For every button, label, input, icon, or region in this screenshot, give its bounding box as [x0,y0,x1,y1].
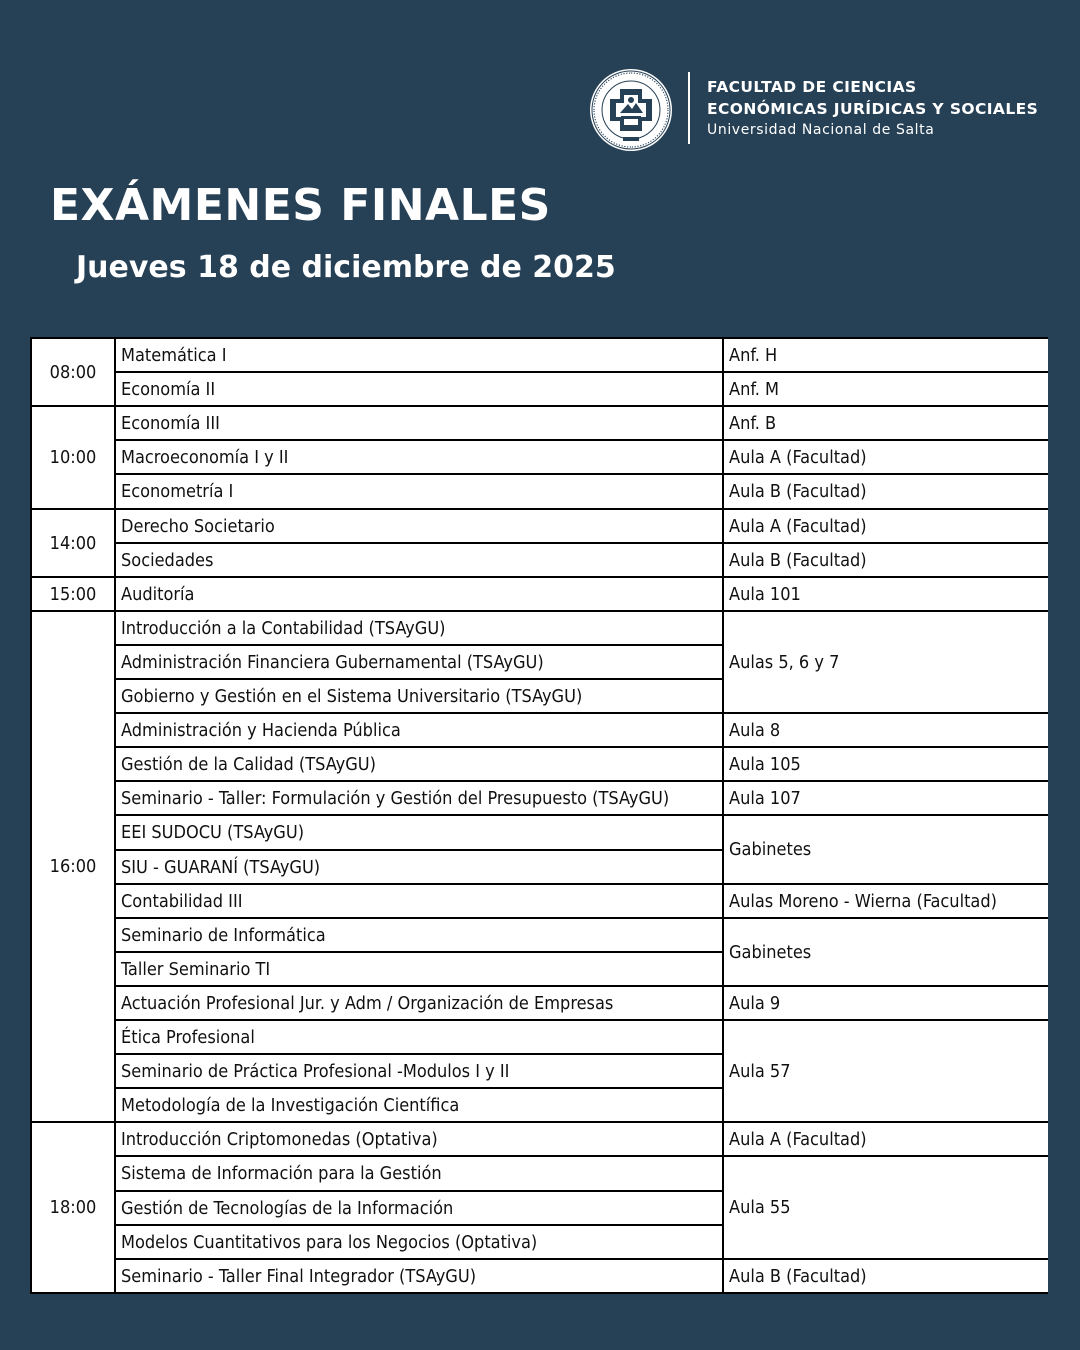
subject-cell: Seminario - Taller Final Integrador (TSAyGU) [116,1260,724,1294]
subject-cell: Macroeconomía I y II [116,441,724,475]
subject-cell: Econometría I [116,475,724,510]
room-cell: Aula B (Facultad) [724,1260,1048,1294]
time-slot-cell: 08:00 [30,339,116,407]
subject-cell: Taller Seminario TI [116,953,724,987]
time-slot-cell: 15:00 [30,578,116,612]
faculty-name-line2: ECONÓMICAS JURÍDICAS Y SOCIALES [707,100,1039,118]
subject-cell: Seminario de Informática [116,919,724,953]
room-cell: Aula B (Facultad) [724,544,1048,578]
time-slot-cell: 14:00 [30,510,116,578]
room-cell: Aula 9 [724,987,1048,1021]
subject-cell: Introducción Criptomonedas (Optativa) [116,1123,724,1157]
room-cell: Anf. B [724,407,1048,441]
time-slot-cell: 16:00 [30,612,116,1123]
subject-cell: Seminario - Taller: Formulación y Gestión del Presupuesto (TSAyGU) [116,782,724,816]
faculty-name-line1: FACULTAD DE CIENCIAS [707,78,917,96]
room-cell: Gabinetes [724,919,1048,987]
exam-date: Jueves 18 de diciembre de 2025 [76,250,616,285]
header-divider [688,72,690,144]
subject-cell: Metodología de la Investigación Científica [116,1089,724,1123]
room-cell: Aula 8 [724,714,1048,748]
page-title: EXÁMENES FINALES [50,180,551,231]
room-cell: Aula A (Facultad) [724,441,1048,475]
subject-cell: Modelos Cuantitativos para los Negocios (Optativa) [116,1226,724,1260]
faculty-block [707,76,1038,140]
subject-cell: Administración y Hacienda Pública [116,714,724,748]
room-cell: Anf. H [724,339,1048,373]
room-cell: Gabinetes [724,816,1048,885]
subject-cell: Seminario de Práctica Profesional -Modulos I y II [116,1055,724,1089]
subject-cell: Gestión de Tecnologías de la Información [116,1192,724,1226]
room-cell: Aula B (Facultad) [724,475,1048,510]
subject-cell: Sistema de Información para la Gestión [116,1157,724,1192]
room-cell: Aula 101 [724,578,1048,612]
subject-cell: Administración Financiera Gubernamental (TSAyGU) [116,646,724,680]
subject-cell: Actuación Profesional Jur. y Adm / Organización de Empresas [116,987,724,1021]
time-slot-cell: 18:00 [30,1123,116,1294]
subject-cell: SIU - GUARANÍ (TSAyGU) [116,851,724,885]
room-cell: Aula 105 [724,748,1048,782]
subject-cell: Ética Profesional [116,1021,724,1055]
subject-cell: Contabilidad III [116,885,724,919]
university-name: Universidad Nacional de Salta [707,122,935,138]
subject-cell: Gestión de la Calidad (TSAyGU) [116,748,724,782]
subject-cell: Derecho Societario [116,510,724,544]
room-cell: Aulas Moreno - Wierna (Facultad) [724,885,1048,919]
room-cell: Aula 57 [724,1021,1048,1123]
time-slot-cell: 10:00 [30,407,116,510]
room-cell: Aula 55 [724,1157,1048,1260]
subject-cell: Economía III [116,407,724,441]
room-cell: Aula 107 [724,782,1048,816]
subject-cell: Economía II [116,373,724,407]
exam-schedule-table [30,337,1048,1293]
room-cell: Anf. M [724,373,1048,407]
subject-cell: Gobierno y Gestión en el Sistema Universitario (TSAyGU) [116,680,724,714]
room-cell: Aula A (Facultad) [724,1123,1048,1157]
subject-cell: Sociedades [116,544,724,578]
subject-cell: Introducción a la Contabilidad (TSAyGU) [116,612,724,646]
university-seal-logo [588,67,674,153]
subject-cell: Auditoría [116,578,724,612]
subject-cell: EEI SUDOCU (TSAyGU) [116,816,724,851]
room-cell: Aulas 5, 6 y 7 [724,612,1048,714]
subject-cell: Matemática I [116,339,724,373]
room-cell: Aula A (Facultad) [724,510,1048,544]
